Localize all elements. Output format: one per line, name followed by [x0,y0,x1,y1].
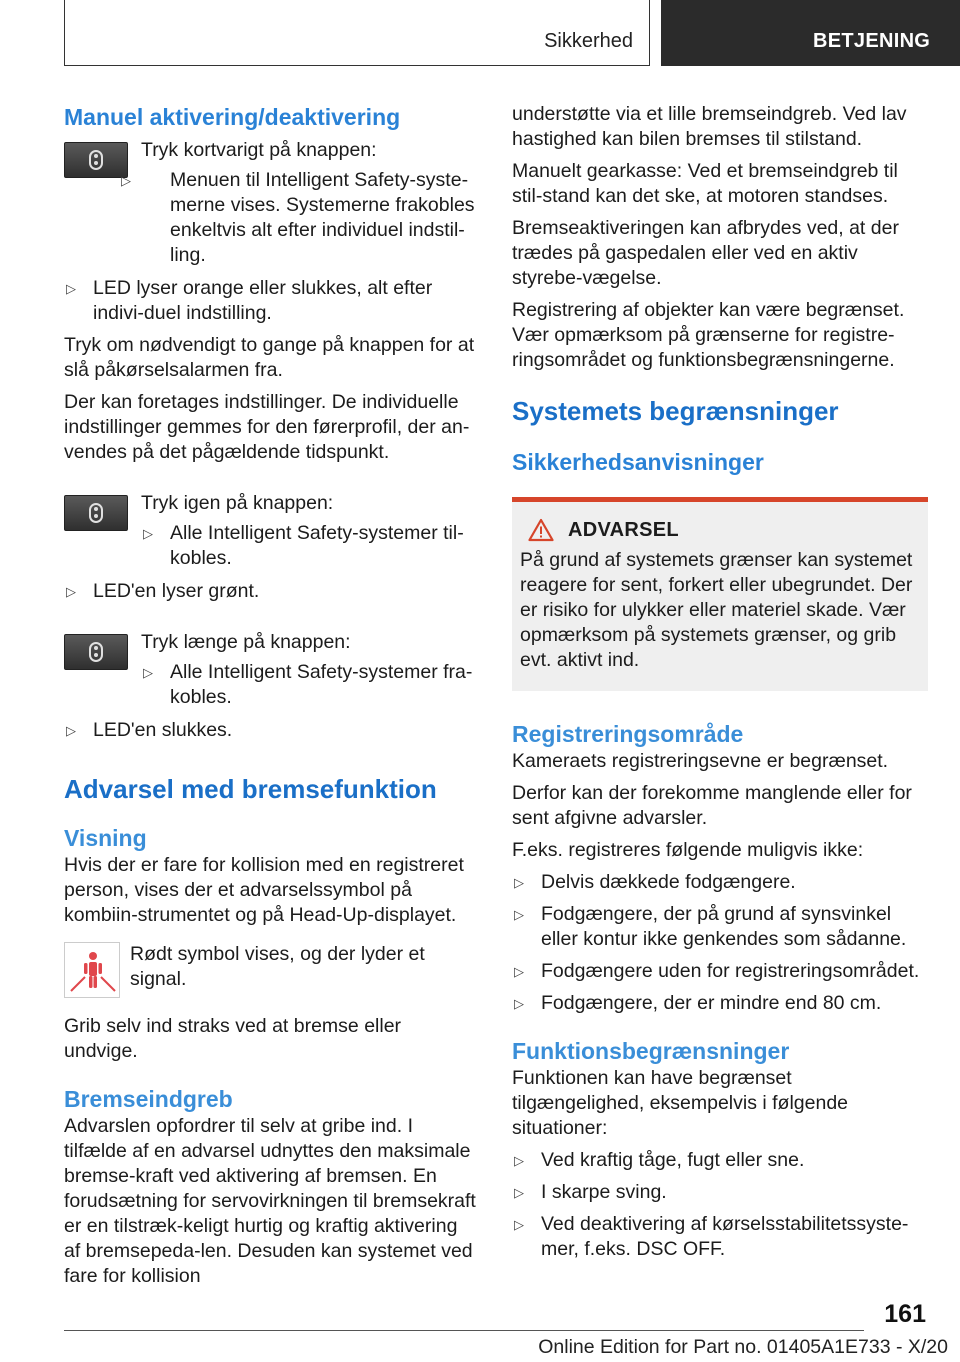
press-short-block [64,138,478,268]
list-item: ▷ Ved deaktivering af kørselsstabilitetssyste-mer, f.eks. DSC OFF. [512,1212,928,1262]
warning-box [512,497,928,691]
list-item: ▷ LED'en slukkes. [64,718,478,743]
function-list [512,1148,928,1262]
right-column [512,102,928,1269]
list-item: ▷ Alle Intelligent Safety-systemer fra-kobles. [141,660,478,710]
list-item: ▷ I skarpe sving. [512,1180,928,1205]
red-symbol-block [64,942,478,1000]
list-item: ▷ LED'en lyser grønt. [64,579,478,604]
page-header [0,0,960,66]
paragraph-twice: Tryk om nødvendigt to gange på knappen for at slå påkørselsalarmen fra. [64,334,475,381]
heading-brake-warning: Advarsel med bremsefunktion [64,774,437,804]
press-long-list [141,660,478,710]
press-long-text: Tryk længe på knappen: [141,631,351,653]
heading-detection-area: Registreringsområde [512,721,744,747]
paragraph-red-symbol: Rødt symbol vises, og der lyder et signal. [130,943,425,990]
heading-manual-activation: Manuel aktivering/deaktivering [64,104,401,130]
paragraph-intervene: Grib selv ind straks ved at bremse eller undvige. [64,1015,402,1062]
left-column [64,102,478,1296]
warning-text: På grund af systemets grænser kan systemet reagere for sent, forkert eller ubegrundet. Der er risiko for ulykker eller materiel skade. Vær opmærksom på systemets grænser, og grib evt. aktivt ind. [520,549,913,671]
list-item: ▷ Delvis dækkede fodgængere. [512,870,928,895]
paragraph-continue: understøtte via et lille bremseindgreb. Ved lav hastighed kan bilen bremses til stilstand. [512,103,907,150]
press-again-text: Tryk igen på knappen: [141,492,334,514]
heading-brake-intervention: Bremseindgreb [64,1086,233,1112]
header-section-title: Sikkerhed [544,30,633,52]
press-long-block [64,630,478,710]
paragraph-eg: F.eks. registreres følgende muligvis ikke: [512,839,864,861]
paragraph-detection: Registrering af objekter kan være begrænset. Vær opmærksom på grænserne for registre-ringsområdet og funktionsbegrænsningerne. [512,299,905,371]
heading-display: Visning [64,825,147,851]
list-item: ▷ Ved kraftig tåge, fugt eller sne. [512,1148,928,1173]
list-item: ▷ LED lyser orange eller slukkes, alt efter indivi-duel indstilling. [64,276,478,326]
press-short-list [119,168,478,268]
press-short-text: Tryk kortvarigt på knappen: [141,139,377,161]
paragraph-brake-intervention: Advarslen opfordrer til selv at gribe ind. I tilfælde af en advarsel udnyttes den maksimale bremse-kraft ved aktivering af bremsen. En forudsætning for servovirkningen til bremsekraft er en tilstræk-keligt hurtig og kraftig aktivering af bremsepeda-len. Desuden kan systemet ved fare for kollision [64,1115,476,1287]
paragraph-manual-gear: Manuelt gearkasse: Ved et bremseindgreb til stil-stand kan det ske, at motoren standses. [512,160,898,207]
warning-triangle-icon [528,518,554,542]
led-green-list [64,579,478,604]
list-item: ▷ Alle Intelligent Safety-systemer til-kobles. [141,521,478,571]
paragraph-missing: Derfor kan der forekomme manglende eller for sent afgivne advarsler. [512,782,912,829]
list-item: ▷ Menuen til Intelligent Safety-syste-merne vises. Systemerne frakobles enkeltvis alt efter individuel indstil-ling. [119,168,478,268]
footer-edition: Online Edition for Part no. 01405A1E733 - X/20 [538,1336,948,1358]
paragraph-settings: Der kan foretages indstillinger. De individuelle indstillinger gemmes for den førerprofil, der an-vendes på det pågældende tidspunkt. [64,391,470,463]
led-off-list [64,718,478,743]
header-chapter-title: BETJENING [661,0,960,66]
heading-safety-instructions: Sikkerhedsanvisninger [512,449,764,475]
paragraph-function: Funktionen kan have begrænset tilgængelighed, eksempelvis i følgende situationer: [512,1067,849,1139]
press-again-list [141,521,478,571]
detect-list [512,870,928,1016]
press-again-block [64,491,478,571]
list-item: ▷ Fodgængere, der er mindre end 80 cm. [512,991,928,1016]
footer-divider [64,1330,864,1331]
intelligent-safety-button-icon [64,495,128,531]
warning-title [520,518,920,542]
warning-title-text: ADVARSEL [568,518,679,541]
heading-system-limits: Systemets begrænsninger [512,396,839,426]
list-item: ▷ Fodgængere, der på grund af synsvinkel eller kontur ikke genkendes som sådanne. [512,902,928,952]
page-number: 161 [884,1300,926,1328]
paragraph-abort: Bremseaktiveringen kan afbrydes ved, at der trædes på gaspedalen eller ved en aktiv styrebe-vægelse. [512,217,899,289]
pedestrian-warning-icon [64,942,120,998]
paragraph-camera: Kameraets registreringsevne er begrænset. [512,750,889,772]
led-orange-list [64,276,478,326]
intelligent-safety-button-icon [64,634,128,670]
heading-function-limits: Funktionsbegrænsninger [512,1038,790,1064]
header-section-box [64,0,650,66]
list-item: ▷ Fodgængere uden for registreringsområdet. [512,959,928,984]
paragraph-display: Hvis der er fare for kollision med en registreret person, vises der et advarselssymbol på kombiin-strumentet og på Head-Up-displayet. [64,854,464,926]
